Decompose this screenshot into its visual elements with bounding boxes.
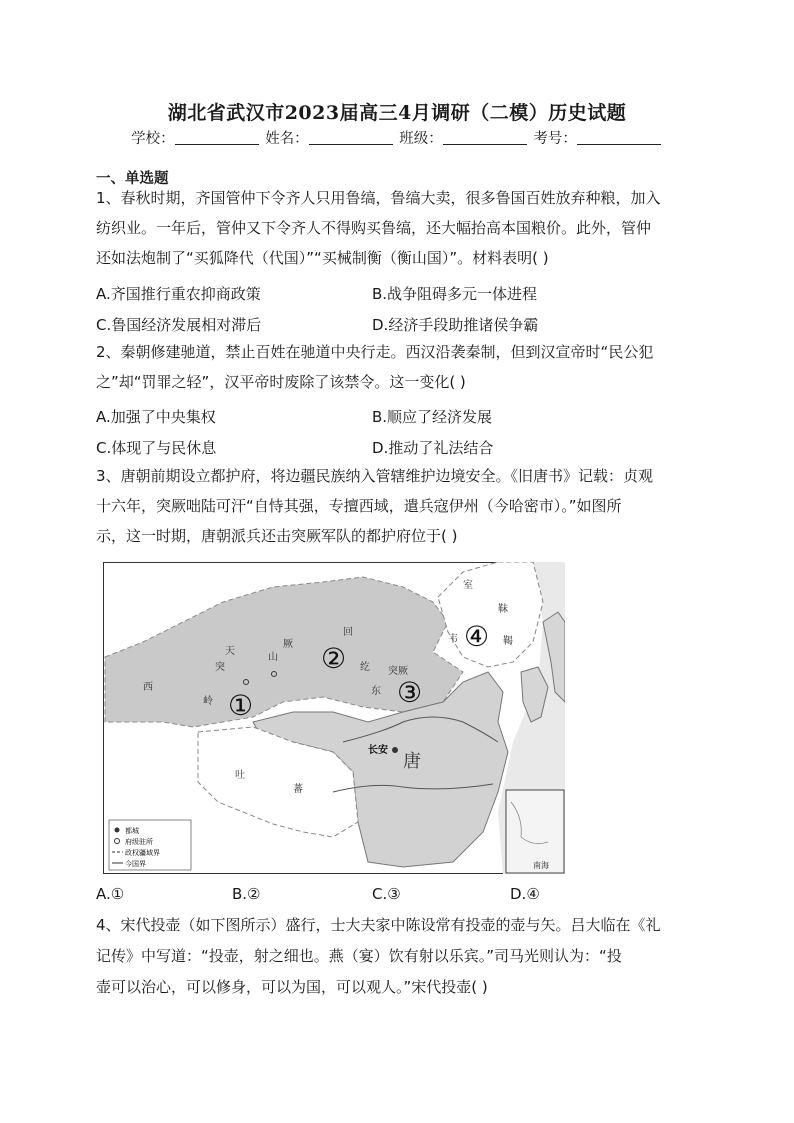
q3-option-d[interactable]: D.④: [510, 885, 540, 903]
q2-option-d[interactable]: D.推动了礼法结合: [372, 439, 494, 457]
q2-line-1: 2、秦朝修建驰道，禁止百姓在驰道中央行走。西汉沿袭秦制，但到汉宣帝时“民公犯: [96, 343, 654, 361]
q1-line-2: 纺织业。一年后，管仲又下令齐人不得购买鲁缟，还大幅抬高本国粮价。此外，管仲: [96, 219, 652, 237]
tang-dynasty-map: [103, 562, 565, 874]
label-dong: 东: [371, 686, 381, 697]
q3-option-c[interactable]: C.③: [372, 885, 401, 903]
label-he2: 纥: [360, 662, 370, 673]
tang-label: 唐: [403, 751, 421, 772]
q2-option-c[interactable]: C.体现了与民休息: [96, 439, 217, 457]
school-label: 学校：: [131, 131, 175, 147]
student-info-line: [0, 127, 794, 148]
label-wei: 韦: [448, 634, 458, 645]
q3-line-1: 3、唐朝前期设立都护府，将边疆民族纳入管辖维护边境安全。《旧唐书》记载：贞观: [96, 467, 654, 485]
label-shan: 山: [268, 652, 278, 663]
legend-capital: 都城: [125, 827, 139, 835]
q1-line-3: 还如法炮制了“买狐降代（代国）”“买械制衡（衡山国）”。材料表明( ): [96, 249, 549, 267]
school-blank[interactable]: [175, 130, 259, 145]
label-shi: 室: [463, 580, 473, 591]
q4-line-1: 4、宋代投壶（如下图所示）盛行，士大夫家中陈设常有投壶的壶与矢。吕大临在《礼: [96, 916, 661, 934]
legend-prefecture: 府级驻所: [125, 838, 153, 846]
q2-option-a[interactable]: A.加强了中央集权: [96, 408, 216, 426]
map-marker-4: ④: [464, 620, 490, 653]
exam-number-label: 考号：: [533, 131, 577, 147]
label-ling: 岭: [203, 696, 213, 707]
label-xi: 西: [143, 682, 153, 693]
q1-option-c[interactable]: C.鲁国经济发展相对滞后: [96, 316, 262, 334]
q4-line-2: 记传》中写道：“投壶，射之细也。燕（宴）饮有射以乐宾。”司马光则认为：“投: [96, 947, 622, 965]
q1-option-b[interactable]: B.战争阻碍多元一体进程: [372, 285, 538, 303]
q1-option-d[interactable]: D.经济手段助推诸侯争霸: [372, 316, 539, 334]
exam-title: 湖北省武汉市2023届高三4月调研（二模）历史试题: [167, 102, 627, 124]
legend-national-border: 今国界: [125, 860, 146, 868]
legend-border: 政权疆域界: [125, 849, 160, 857]
label-hui: 回: [343, 627, 353, 638]
label-jue: 厥: [283, 639, 293, 650]
class-blank[interactable]: [443, 130, 527, 145]
changan-capital-icon: [392, 747, 398, 753]
q1-option-a[interactable]: A.齐国推行重农抑商政策: [96, 285, 261, 303]
map-marker-1: ①: [228, 689, 254, 722]
exam-number-blank[interactable]: [577, 130, 661, 145]
q2-option-b[interactable]: B.顺应了经济发展: [372, 408, 493, 426]
label-fan: 蕃: [293, 784, 303, 795]
name-label: 姓名：: [265, 131, 309, 147]
q3-line-2: 十六年，突厥咄陆可汗“自恃其强，专擅西域，遣兵寇伊州（今哈密市）。”如图所: [96, 497, 622, 515]
map-marker-2: ②: [321, 642, 347, 675]
q4-line-3: 壶可以治心，可以修身，可以为国，可以观人。”宋代投壶( ): [96, 978, 488, 996]
nanhai-label: 南海: [533, 861, 549, 870]
label-tu: 突: [215, 662, 225, 673]
q2-line-2: 之”却“罚罪之轻”，汉平帝时废除了该禁令。这一变化( ): [96, 373, 466, 391]
map-marker-3: ③: [397, 676, 423, 709]
label-mo: 靺: [498, 604, 508, 615]
label-tian: 天: [225, 646, 235, 657]
capital-symbol-icon: [115, 828, 120, 833]
class-label: 班级：: [399, 131, 443, 147]
label-he: 鞨: [503, 636, 513, 647]
q3-option-b[interactable]: B.②: [232, 885, 261, 903]
label-tu2: 吐: [235, 770, 245, 781]
section-heading: 一、单选题: [96, 171, 169, 187]
q3-line-3: 示，这一时期，唐朝派兵还击突厥军队的都护府位于( ): [96, 527, 458, 545]
q1-line-1: 1、春秋时期，齐国管仲下令齐人只用鲁缟，鲁缟大卖，很多鲁国百姓放弃种粮，加入: [96, 189, 661, 207]
changan-label: 长安: [368, 745, 388, 756]
q3-option-a[interactable]: A.①: [96, 885, 125, 903]
name-blank[interactable]: [309, 130, 393, 145]
label-tujue-e: 突厥: [388, 666, 408, 677]
